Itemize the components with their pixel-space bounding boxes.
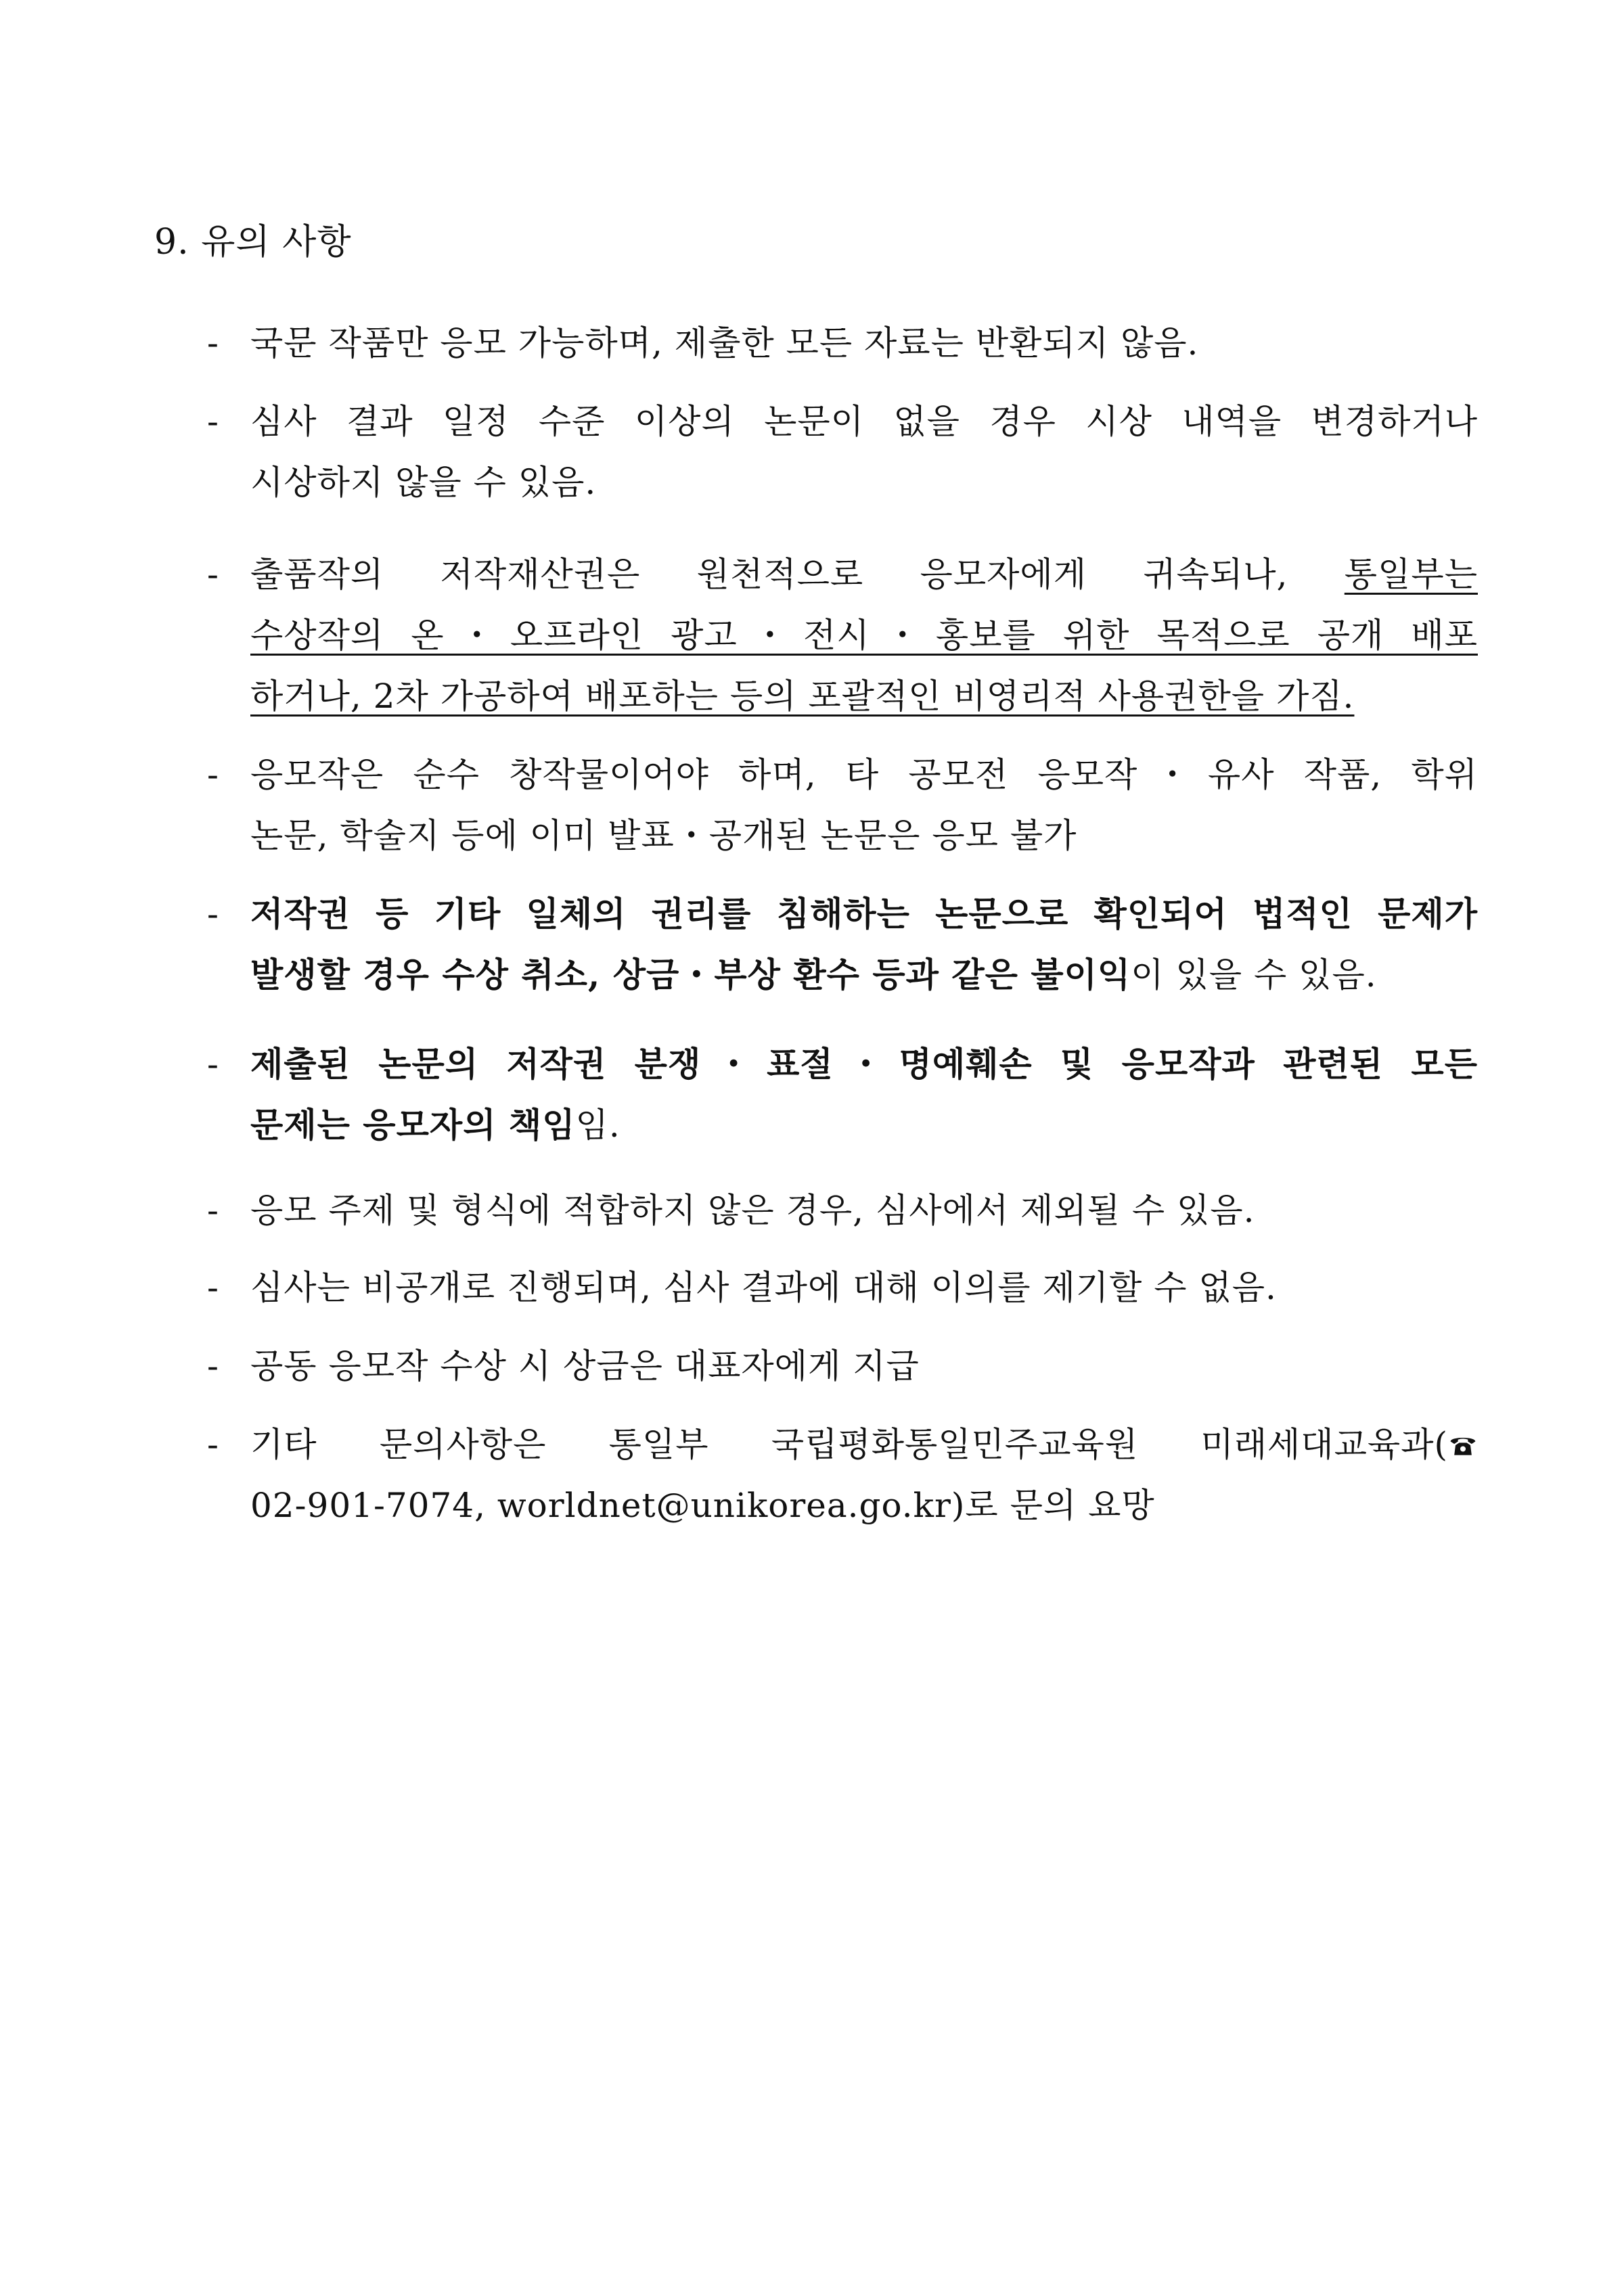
bullet-dash: - [207,1268,219,1307]
notice-text: 공동 응모작 수상 시 상금은 대표자에게 지급 [250,1346,920,1386]
notice-item [207,1180,1478,1241]
notice-text: 응모 주제 및 형식에 적합하지 않은 경우, 심사에서 제외될 수 있음. [250,1191,1255,1230]
notice-line [250,805,1478,866]
bullet-dash: - [207,1425,219,1464]
section-heading: 9. 유의 사항 [154,222,352,263]
notice-text: 논문, 학술지 등에 이미 발표・공개된 논문은 응모 불가 [250,816,1077,855]
bullet-dash: - [207,555,219,594]
notice-item [207,744,1478,866]
notice-text: 02-901-7074, worldnet@unikorea.go.kr)로 문의 요망 [250,1486,1155,1525]
notice-item [207,1257,1478,1318]
telephone-icon [1448,1430,1478,1460]
notice-line [250,313,1478,373]
notice-line [250,744,1478,805]
notice-line [250,1414,1478,1475]
notice-text: 이 있을 수 있음. [1131,955,1377,995]
bullet-dash: - [207,402,219,441]
bullet-dash: - [207,894,219,934]
notice-text: 문제는 응모자의 책임 [250,1105,576,1145]
notice-text: 하거나, 2차 가공하여 배포하는 등의 포괄적인 비영리적 사용권한을 가짐. [250,677,1355,716]
notice-item [207,544,1478,727]
notice-text: 발생할 경우 수상 취소, 상금・부상 환수 등과 같은 불이익 [250,955,1131,995]
notice-line [250,666,1478,727]
notice-text: 응모작은 순수 창작물이어야 하며, 타 공모전 응모작・유사 작품, 학위 [250,755,1478,794]
notice-line [250,452,1478,513]
notice-text: 국문 작품만 응모 가능하며, 제출한 모든 자료는 반환되지 않음. [250,323,1199,363]
notice-line [250,1095,1478,1156]
notice-item [207,391,1478,513]
notice-line [250,1180,1478,1241]
notice-text: 저작권 등 기타 일체의 권리를 침해하는 논문으로 확인되어 법적인 문제가 [250,894,1478,934]
notice-text: 수상작의 온・오프라인 광고・전시・홍보를 위한 목적으로 공개 배포 [250,616,1478,655]
bullet-dash: - [207,323,219,363]
notice-item [207,1336,1478,1396]
notice-item [207,313,1478,373]
notice-item [207,1414,1478,1536]
notice-item [207,1034,1478,1156]
notice-line [250,1034,1478,1095]
bullet-dash: - [207,1191,219,1230]
notice-line [250,544,1478,605]
notice-line [250,1257,1478,1318]
bullet-dash: - [207,1346,219,1386]
notice-text: 통일부는 [1344,555,1478,594]
notice-item [207,884,1478,1005]
bullet-dash: - [207,1045,219,1084]
notice-text: 제출된 논문의 저작권 분쟁・표절・명예훼손 및 응모작과 관련된 모든 [250,1044,1478,1084]
notice-line [250,1336,1478,1396]
notice-text: 임. [575,1106,621,1145]
notice-line [250,945,1478,1005]
notice-line [250,605,1478,666]
notice-line [250,884,1478,945]
notice-text: 기타 문의사항은 통일부 국립평화통일민주교육원 미래세대교육과( [250,1425,1448,1464]
notice-text: 출품작의 저작재산권은 원천적으로 응모자에게 귀속되나, [250,555,1345,594]
notice-text: 시상하지 않을 수 있음. [250,463,597,502]
notice-text: 심사 결과 일정 수준 이상의 논문이 없을 경우 시상 내역을 변경하거나 [250,402,1478,441]
notice-line [250,391,1478,452]
notice-line [250,1475,1478,1536]
bullet-dash: - [207,755,219,794]
notice-text: 심사는 비공개로 진행되며, 심사 결과에 대해 이의를 제기할 수 없음. [250,1268,1277,1307]
